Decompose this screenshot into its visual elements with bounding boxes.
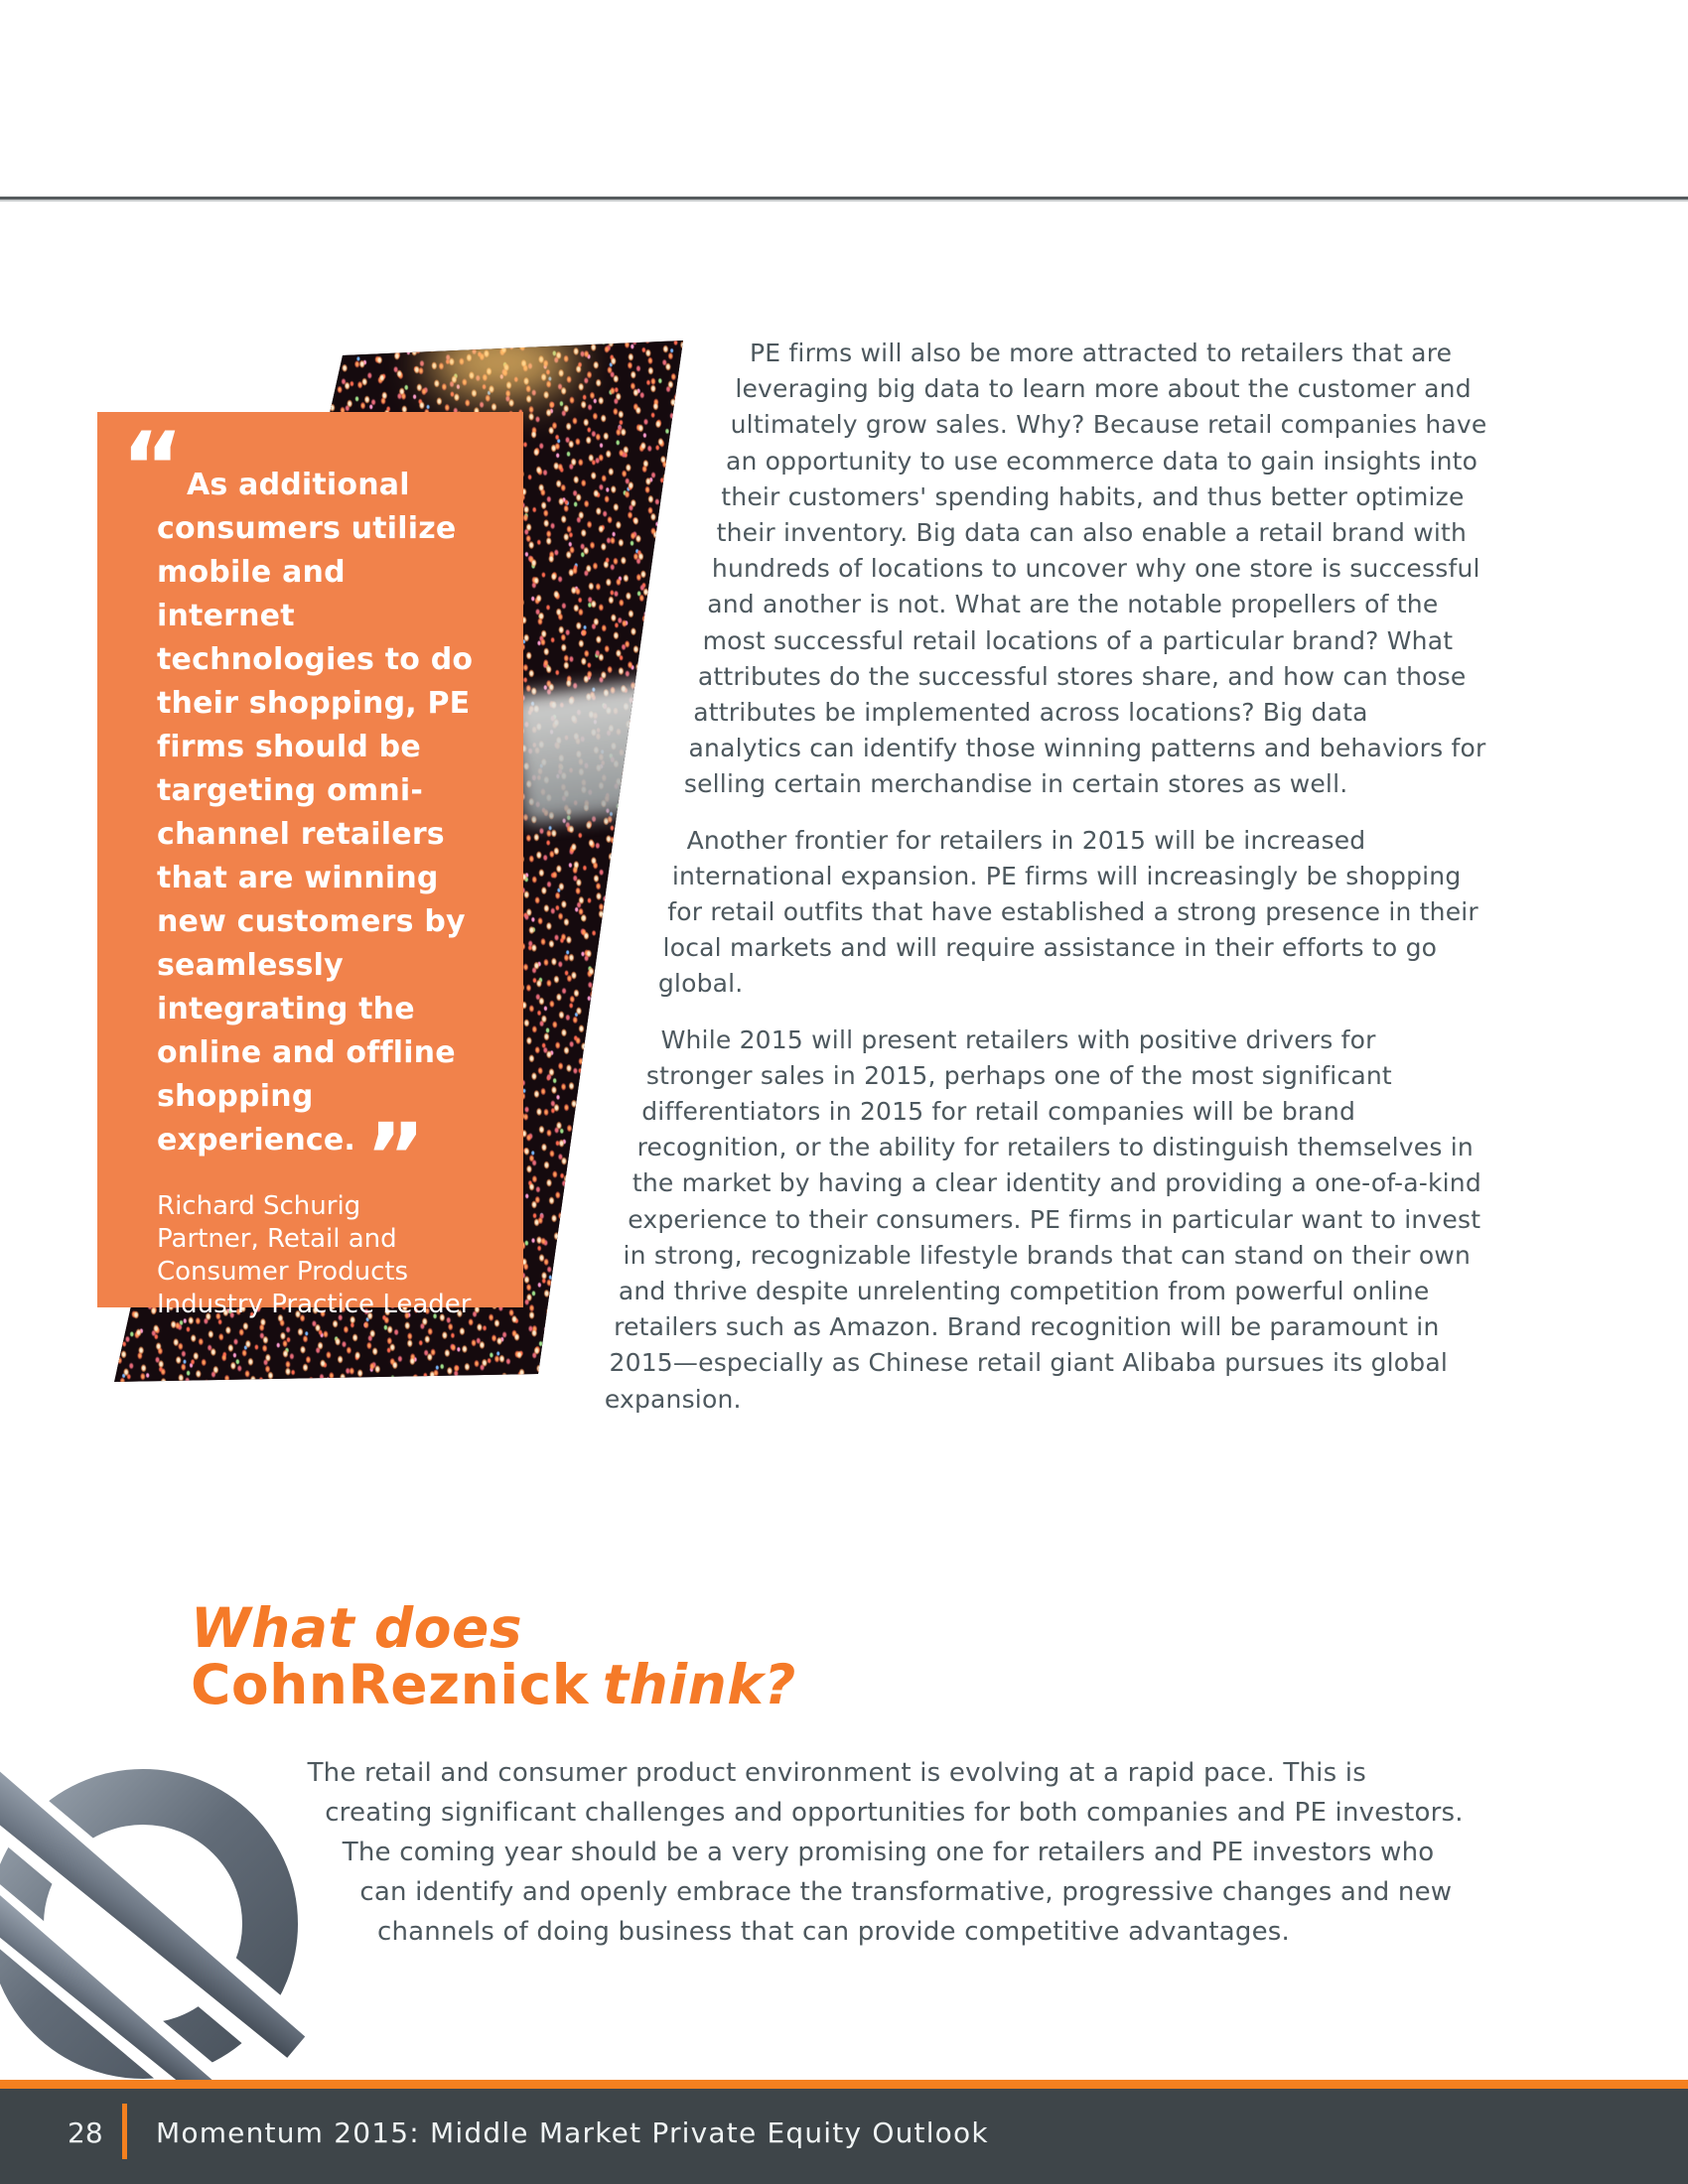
attribution-name: Richard Schurig [157,1191,361,1221]
page-number: 28 [68,2116,103,2149]
heading-brand-name: CohnReznick [191,1653,589,1716]
body-text-column [594,336,1487,1437]
think-paragraph [228,1753,1481,2001]
heading-line-2 [191,1653,796,1716]
footer-divider [122,2104,127,2159]
body-paragraph-1: PE firms will also be more attracted to retailers that are leveraging big data to learn more about the customer and ultimately grow sales. Why? Because retail companies have an opportunity to use ecommerce data to gain insights into their customers' spending habits, and thus better optimize their inventory. Big data can also enable a retail brand with hundreds of locations to uncover why one store is successful and another is not. What are the notable propellers of the most successful retail locations of a particular brand? What attributes do the successful stores share, and how can those attributes be implemented across locations? Big data analytics can identify those winning patterns and behaviors for selling certain merchandise in certain stores as well. [683,339,1487,799]
body-paragraph-3: While 2015 will present retailers with positive drivers for stronger sales in 2015, perhaps one of the most significant differentiators in 2015 for retail companies will be brand recognition, or the ability for retailers to distinguish themselves in the market by having a clear identity and providing a one-of-a-kind experience to their consumers. PE firms in particular want to invest in strong, recognizable lifestyle brands that can stand on their own and thrive despite unrelenting competition from powerful online retailers such as Amazon. Brand recognition will be paramount in 2015—especially as Chinese retail giant Alibaba pursues its global expansion. [604,1024,1481,1414]
attribution-title-line: Industry Practice Leader [157,1290,472,1319]
pull-quote-body: As additional consumers utilize mobile and internet technologies to do their shopping, PE firms should be targeting omni-channel retailers that are winning new customers by seamlessly integrating the online and offline shopping experience. [157,468,474,1158]
footer-title: Momentum 2015: Middle Market Private Equity Outlook [156,2116,989,2149]
photo-glow [427,328,576,397]
quote-attribution [157,1190,495,1321]
body-paragraph-2: Another frontier for retailers in 2015 will be increased international expansion. PE firms will increasingly be shopping for retail outfits that have established a strong presence in their local markets and will require assistance in their efforts to go global. [657,825,1478,999]
heading-line-1: What does [191,1596,523,1660]
section-heading [191,1596,796,1716]
think-paragraph-text: The retail and consumer product environment is evolving at a rapid pace. This is creating significant challenges and opportunities for both companies and PE investors. The coming year should be a very promising one for retailers and PE investors who can identify and openly embrace the transformative, progressive changes and new channels of doing business that can provide competitive advantages. [307,1758,1464,1947]
attribution-title-line: Consumer Products [157,1257,409,1287]
close-quote-mark: ” [365,1103,426,1210]
open-quote-mark: “ [121,412,185,523]
attribution-title-line: Partner, Retail and [157,1224,397,1254]
pull-quote-box [97,412,523,1319]
top-rule-shadow [0,200,1688,202]
heading-think-word: think? [602,1653,796,1716]
footer-orange-bar [0,2080,1688,2089]
